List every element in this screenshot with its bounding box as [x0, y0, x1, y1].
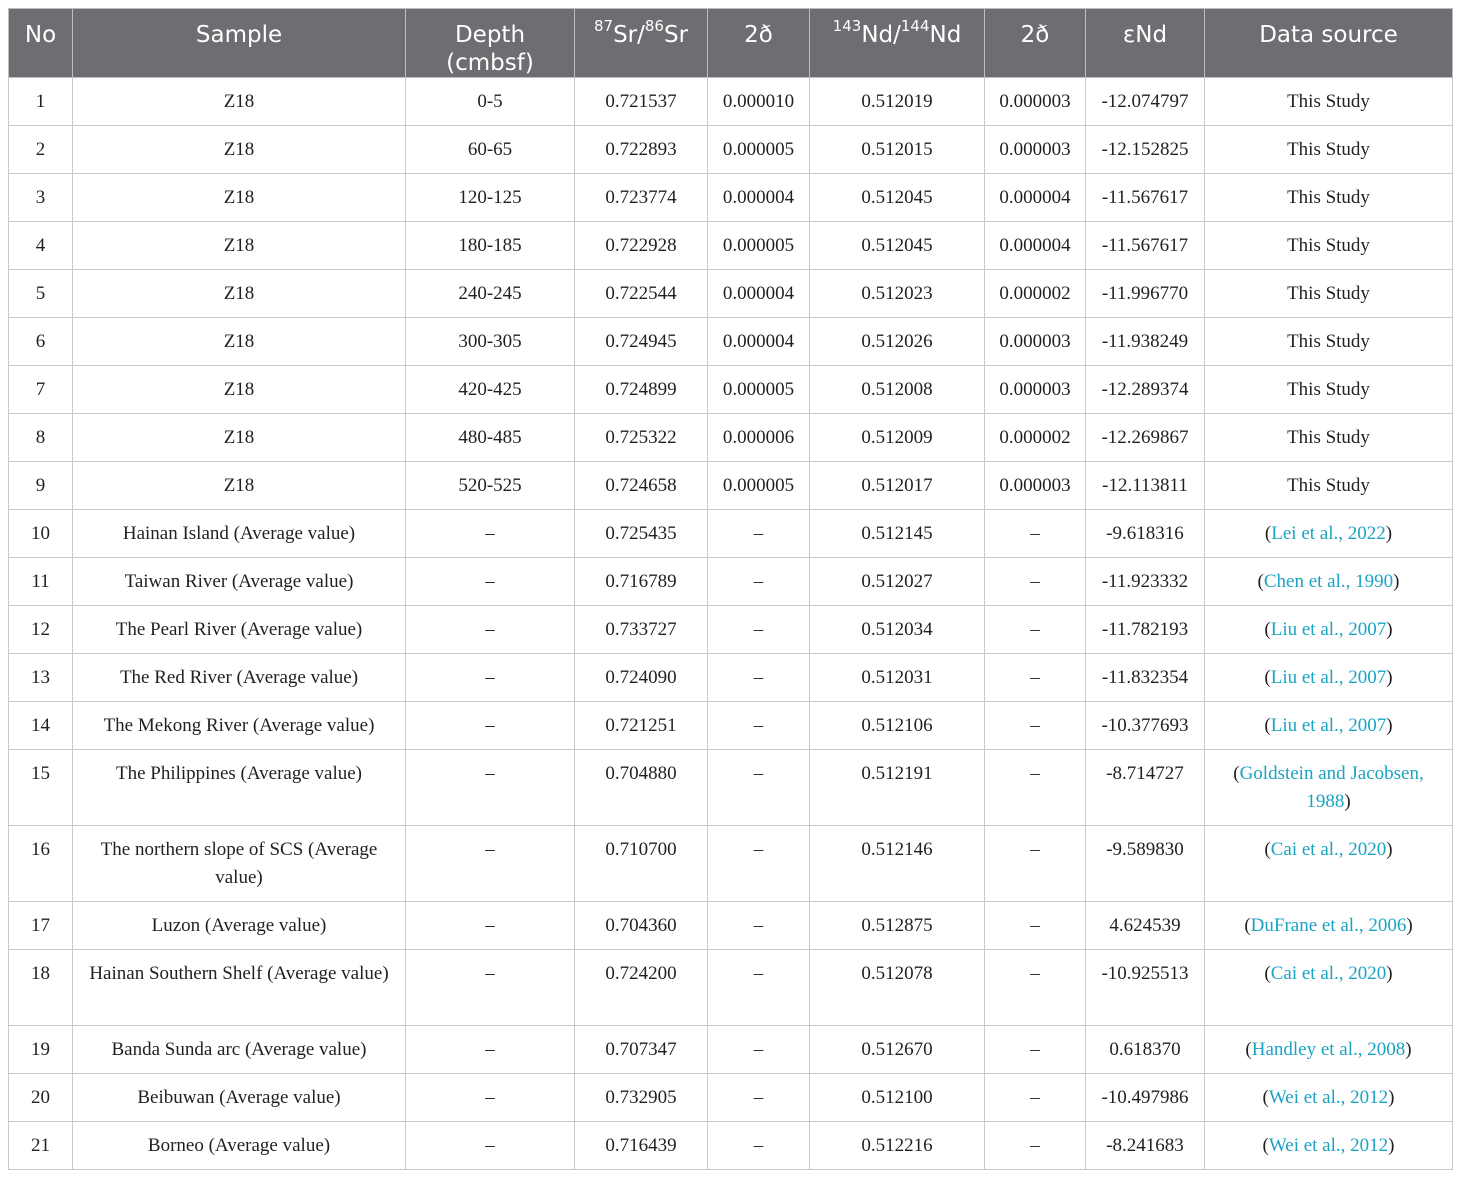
- nd-label-2: Nd: [929, 22, 962, 48]
- cell-sample: Z18: [73, 78, 406, 126]
- cell-nd-err: 0.000002: [985, 414, 1086, 462]
- cell-nd: 0.512045: [810, 174, 985, 222]
- cell-nd-err: 0.000003: [985, 78, 1086, 126]
- cell-no: 18: [9, 950, 73, 1026]
- cell-end: 0.618370: [1086, 1026, 1205, 1074]
- cell-no: 9: [9, 462, 73, 510]
- cell-sr: 0.710700: [575, 826, 708, 902]
- table-row: [9, 222, 1453, 270]
- citation-link[interactable]: Lei et al., 2022: [1271, 523, 1386, 544]
- cell-sr: 0.721251: [575, 702, 708, 750]
- cell-no: 21: [9, 1122, 73, 1170]
- cell-source: This Study: [1205, 222, 1453, 270]
- cell-sr-err: –: [708, 826, 810, 902]
- cell-nd-err: –: [985, 510, 1086, 558]
- cell-sr-err: 0.000010: [708, 78, 810, 126]
- nd-mass-143: 143: [832, 17, 862, 36]
- cell-source: (Wei et al., 2012): [1205, 1122, 1453, 1170]
- cell-end: -12.152825: [1086, 126, 1205, 174]
- cell-sample: The Mekong River (Average value): [73, 702, 406, 750]
- cell-nd: 0.512145: [810, 510, 985, 558]
- table-row: [9, 414, 1453, 462]
- cell-no: 7: [9, 366, 73, 414]
- cell-sr: 0.724899: [575, 366, 708, 414]
- table-row: [9, 270, 1453, 318]
- cell-nd: 0.512017: [810, 462, 985, 510]
- cell-end: -10.377693: [1086, 702, 1205, 750]
- cell-depth: 120-125: [406, 174, 575, 222]
- cell-nd-err: 0.000003: [985, 126, 1086, 174]
- cell-sr-err: –: [708, 558, 810, 606]
- cell-no: 16: [9, 826, 73, 902]
- cell-end: -11.567617: [1086, 222, 1205, 270]
- cell-no: 15: [9, 750, 73, 826]
- citation-link[interactable]: Cai et al., 2020: [1270, 963, 1387, 984]
- cell-depth: –: [406, 902, 575, 950]
- header-sr-ratio: [575, 9, 708, 78]
- cell-no: 5: [9, 270, 73, 318]
- table-row: [9, 950, 1453, 1026]
- cell-sr-err: –: [708, 510, 810, 558]
- header-depth: Depth (cmbsf): [406, 9, 575, 78]
- cell-sr-err: 0.000004: [708, 318, 810, 366]
- cell-depth: 420-425: [406, 366, 575, 414]
- cell-source: This Study: [1205, 78, 1453, 126]
- cell-depth: –: [406, 826, 575, 902]
- cell-no: 10: [9, 510, 73, 558]
- cell-nd: 0.512106: [810, 702, 985, 750]
- cell-sr: 0.733727: [575, 606, 708, 654]
- cell-nd: 0.512023: [810, 270, 985, 318]
- cell-sr: 0.724200: [575, 950, 708, 1026]
- cell-sr: 0.724090: [575, 654, 708, 702]
- cell-depth: –: [406, 654, 575, 702]
- cell-sample: Z18: [73, 366, 406, 414]
- cell-nd-err: –: [985, 826, 1086, 902]
- nd-label-1: Nd/: [861, 22, 901, 48]
- header-data-source: Data source: [1205, 9, 1453, 78]
- cell-sr-err: –: [708, 702, 810, 750]
- cell-source: (Chen et al., 1990): [1205, 558, 1453, 606]
- cell-source: (DuFrane et al., 2006): [1205, 902, 1453, 950]
- cell-sample: The Philippines (Average value): [73, 750, 406, 826]
- table-row: [9, 1026, 1453, 1074]
- cell-sample: Z18: [73, 222, 406, 270]
- cell-end: -10.925513: [1086, 950, 1205, 1026]
- cell-sr-err: –: [708, 606, 810, 654]
- table-row: [9, 126, 1453, 174]
- cell-nd: 0.512191: [810, 750, 985, 826]
- cell-nd: 0.512027: [810, 558, 985, 606]
- cell-depth: 180-185: [406, 222, 575, 270]
- cell-end: -10.497986: [1086, 1074, 1205, 1122]
- cell-nd-err: 0.000003: [985, 318, 1086, 366]
- cell-sample: Taiwan River (Average value): [73, 558, 406, 606]
- table-row: [9, 462, 1453, 510]
- cell-no: 19: [9, 1026, 73, 1074]
- cell-source: This Study: [1205, 366, 1453, 414]
- cell-sample: Z18: [73, 126, 406, 174]
- cell-end: -11.923332: [1086, 558, 1205, 606]
- citation-link[interactable]: DuFrane et al., 2006: [1250, 915, 1407, 936]
- cell-source: (Wei et al., 2012): [1205, 1074, 1453, 1122]
- cell-sr: 0.722544: [575, 270, 708, 318]
- cell-end: -12.074797: [1086, 78, 1205, 126]
- cell-nd: 0.512015: [810, 126, 985, 174]
- cell-sr-err: 0.000004: [708, 174, 810, 222]
- cell-sr: 0.732905: [575, 1074, 708, 1122]
- cell-end: -8.241683: [1086, 1122, 1205, 1170]
- cell-no: 1: [9, 78, 73, 126]
- cell-sr-err: –: [708, 750, 810, 826]
- cell-nd: 0.512146: [810, 826, 985, 902]
- cell-source: This Study: [1205, 414, 1453, 462]
- cell-sr-err: 0.000004: [708, 270, 810, 318]
- cell-nd: 0.512670: [810, 1026, 985, 1074]
- cell-sample: Z18: [73, 174, 406, 222]
- cell-sr-err: 0.000005: [708, 366, 810, 414]
- header-no: No: [9, 9, 73, 78]
- cell-depth: 300-305: [406, 318, 575, 366]
- cell-sr: 0.716439: [575, 1122, 708, 1170]
- cell-nd-err: –: [985, 750, 1086, 826]
- cell-sr: 0.722928: [575, 222, 708, 270]
- cell-sr: 0.723774: [575, 174, 708, 222]
- cell-depth: –: [406, 558, 575, 606]
- cell-source: (Cai et al., 2020): [1205, 826, 1453, 902]
- cell-depth: –: [406, 606, 575, 654]
- cell-end: -11.996770: [1086, 270, 1205, 318]
- cell-source: This Study: [1205, 174, 1453, 222]
- cell-nd: 0.512019: [810, 78, 985, 126]
- cell-nd: 0.512034: [810, 606, 985, 654]
- cell-sr: 0.721537: [575, 78, 708, 126]
- cell-source: (Liu et al., 2007): [1205, 606, 1453, 654]
- cell-end: -12.269867: [1086, 414, 1205, 462]
- table-header-row: [9, 9, 1453, 78]
- cell-sample: Hainan Island (Average value): [73, 510, 406, 558]
- cell-sr-err: –: [708, 1074, 810, 1122]
- table-body: [9, 78, 1453, 1170]
- sr-mass-87: 87: [593, 17, 614, 36]
- cell-sr: 0.704360: [575, 902, 708, 950]
- cell-nd: 0.512031: [810, 654, 985, 702]
- cell-sr-err: 0.000005: [708, 222, 810, 270]
- isotope-table-container: [8, 8, 1452, 1170]
- cell-depth: 0-5: [406, 78, 575, 126]
- cell-end: -9.589830: [1086, 826, 1205, 902]
- cell-sample: Banda Sunda arc (Average value): [73, 1026, 406, 1074]
- citation-link[interactable]: Cai et al., 2020: [1270, 839, 1387, 860]
- sr-label-2: Sr: [663, 22, 689, 48]
- cell-nd-err: –: [985, 950, 1086, 1026]
- cell-no: 8: [9, 414, 73, 462]
- cell-source: (Cai et al., 2020): [1205, 950, 1453, 1026]
- cell-end: -9.618316: [1086, 510, 1205, 558]
- cell-no: 11: [9, 558, 73, 606]
- cell-depth: –: [406, 1074, 575, 1122]
- cell-nd: 0.512045: [810, 222, 985, 270]
- cell-depth: –: [406, 702, 575, 750]
- cell-source: (Handley et al., 2008): [1205, 1026, 1453, 1074]
- table-row: [9, 902, 1453, 950]
- table-row: [9, 174, 1453, 222]
- table-row: [9, 1074, 1453, 1122]
- cell-depth: –: [406, 510, 575, 558]
- cell-end: -11.567617: [1086, 174, 1205, 222]
- cell-no: 17: [9, 902, 73, 950]
- cell-source: This Study: [1205, 462, 1453, 510]
- cell-sample: Z18: [73, 318, 406, 366]
- cell-end: -12.289374: [1086, 366, 1205, 414]
- citation-link[interactable]: Goldstein and Jacobsen, 1988: [1239, 763, 1424, 812]
- cell-source: This Study: [1205, 126, 1453, 174]
- cell-sr-err: 0.000006: [708, 414, 810, 462]
- cell-depth: –: [406, 1026, 575, 1074]
- cell-sample: Z18: [73, 414, 406, 462]
- table-row: [9, 702, 1453, 750]
- cell-sr-err: 0.000005: [708, 126, 810, 174]
- cell-end: -12.113811: [1086, 462, 1205, 510]
- cell-sample: Z18: [73, 462, 406, 510]
- cell-nd-err: –: [985, 902, 1086, 950]
- cell-nd: 0.512008: [810, 366, 985, 414]
- cell-end: -11.938249: [1086, 318, 1205, 366]
- table-row: [9, 1122, 1453, 1170]
- cell-nd-err: –: [985, 702, 1086, 750]
- cell-sr: 0.704880: [575, 750, 708, 826]
- cell-nd-err: –: [985, 606, 1086, 654]
- cell-no: 3: [9, 174, 73, 222]
- cell-nd-err: 0.000004: [985, 174, 1086, 222]
- table-row: [9, 826, 1453, 902]
- isotope-data-table: [8, 8, 1453, 1170]
- cell-nd-err: –: [985, 1026, 1086, 1074]
- sr-mass-86: 86: [644, 17, 664, 36]
- cell-depth: 240-245: [406, 270, 575, 318]
- cell-no: 13: [9, 654, 73, 702]
- cell-end: -8.714727: [1086, 750, 1205, 826]
- table-row: [9, 654, 1453, 702]
- cell-depth: –: [406, 950, 575, 1026]
- cell-sr-err: –: [708, 1122, 810, 1170]
- nd-mass-144: 144: [900, 17, 930, 36]
- cell-no: 20: [9, 1074, 73, 1122]
- citation-link[interactable]: Wei et al., 2012: [1268, 1135, 1389, 1156]
- cell-depth: –: [406, 750, 575, 826]
- cell-end: -11.832354: [1086, 654, 1205, 702]
- cell-sample: Beibuwan (Average value): [73, 1074, 406, 1122]
- table-row: [9, 366, 1453, 414]
- cell-source: (Lei et al., 2022): [1205, 510, 1453, 558]
- citation-link[interactable]: Liu et al., 2007: [1270, 715, 1387, 736]
- cell-depth: –: [406, 1122, 575, 1170]
- table-row: [9, 558, 1453, 606]
- header-nd-error: 2ð: [985, 9, 1086, 78]
- cell-nd: 0.512100: [810, 1074, 985, 1122]
- cell-no: 14: [9, 702, 73, 750]
- cell-sample: The northern slope of SCS (Average value): [73, 826, 406, 902]
- cell-sr-err: –: [708, 950, 810, 1026]
- cell-sample: The Pearl River (Average value): [73, 606, 406, 654]
- cell-sr-err: 0.000005: [708, 462, 810, 510]
- cell-source: This Study: [1205, 270, 1453, 318]
- citation-link[interactable]: Handley et al., 2008: [1251, 1039, 1406, 1060]
- cell-sr-err: –: [708, 902, 810, 950]
- cell-sample: Luzon (Average value): [73, 902, 406, 950]
- cell-nd-err: –: [985, 1074, 1086, 1122]
- cell-sr: 0.724945: [575, 318, 708, 366]
- cell-sample: Borneo (Average value): [73, 1122, 406, 1170]
- cell-sr: 0.725322: [575, 414, 708, 462]
- cell-nd: 0.512026: [810, 318, 985, 366]
- cell-nd-err: –: [985, 654, 1086, 702]
- cell-source: (Goldstein and Jacobsen, 1988): [1205, 750, 1453, 826]
- header-sample: Sample: [73, 9, 406, 78]
- cell-nd: 0.512078: [810, 950, 985, 1026]
- cell-sample: Z18: [73, 270, 406, 318]
- cell-nd-err: 0.000002: [985, 270, 1086, 318]
- citation-link[interactable]: Liu et al., 2007: [1270, 619, 1387, 640]
- cell-sr: 0.725435: [575, 510, 708, 558]
- table-row: [9, 510, 1453, 558]
- cell-depth: 60-65: [406, 126, 575, 174]
- cell-sr-err: –: [708, 1026, 810, 1074]
- cell-nd: 0.512009: [810, 414, 985, 462]
- citation-link[interactable]: Chen et al., 1990: [1263, 571, 1394, 592]
- citation-link[interactable]: Liu et al., 2007: [1270, 667, 1387, 688]
- cell-nd-err: –: [985, 1122, 1086, 1170]
- cell-no: 2: [9, 126, 73, 174]
- cell-source: (Liu et al., 2007): [1205, 702, 1453, 750]
- table-row: [9, 318, 1453, 366]
- cell-sample: Hainan Southern Shelf (Average value): [73, 950, 406, 1026]
- cell-nd-err: –: [985, 558, 1086, 606]
- cell-nd-err: 0.000003: [985, 366, 1086, 414]
- cell-sr: 0.707347: [575, 1026, 708, 1074]
- cell-no: 6: [9, 318, 73, 366]
- citation-link[interactable]: Wei et al., 2012: [1268, 1087, 1389, 1108]
- header-sr-error: 2ð: [708, 9, 810, 78]
- table-row: [9, 606, 1453, 654]
- cell-sr: 0.716789: [575, 558, 708, 606]
- cell-source: (Liu et al., 2007): [1205, 654, 1453, 702]
- cell-end: -11.782193: [1086, 606, 1205, 654]
- cell-nd-err: 0.000003: [985, 462, 1086, 510]
- cell-no: 4: [9, 222, 73, 270]
- cell-nd: 0.512216: [810, 1122, 985, 1170]
- sr-label-1: Sr/: [613, 22, 645, 48]
- cell-sr: 0.724658: [575, 462, 708, 510]
- table-row: [9, 750, 1453, 826]
- table-row: [9, 78, 1453, 126]
- cell-source: This Study: [1205, 318, 1453, 366]
- cell-sample: The Red River (Average value): [73, 654, 406, 702]
- cell-depth: 520-525: [406, 462, 575, 510]
- cell-nd-err: 0.000004: [985, 222, 1086, 270]
- cell-sr: 0.722893: [575, 126, 708, 174]
- cell-sr-err: –: [708, 654, 810, 702]
- cell-no: 12: [9, 606, 73, 654]
- header-nd-ratio: [810, 9, 985, 78]
- cell-depth: 480-485: [406, 414, 575, 462]
- cell-end: 4.624539: [1086, 902, 1205, 950]
- header-epsilon-nd: εNd: [1086, 9, 1205, 78]
- cell-nd: 0.512875: [810, 902, 985, 950]
